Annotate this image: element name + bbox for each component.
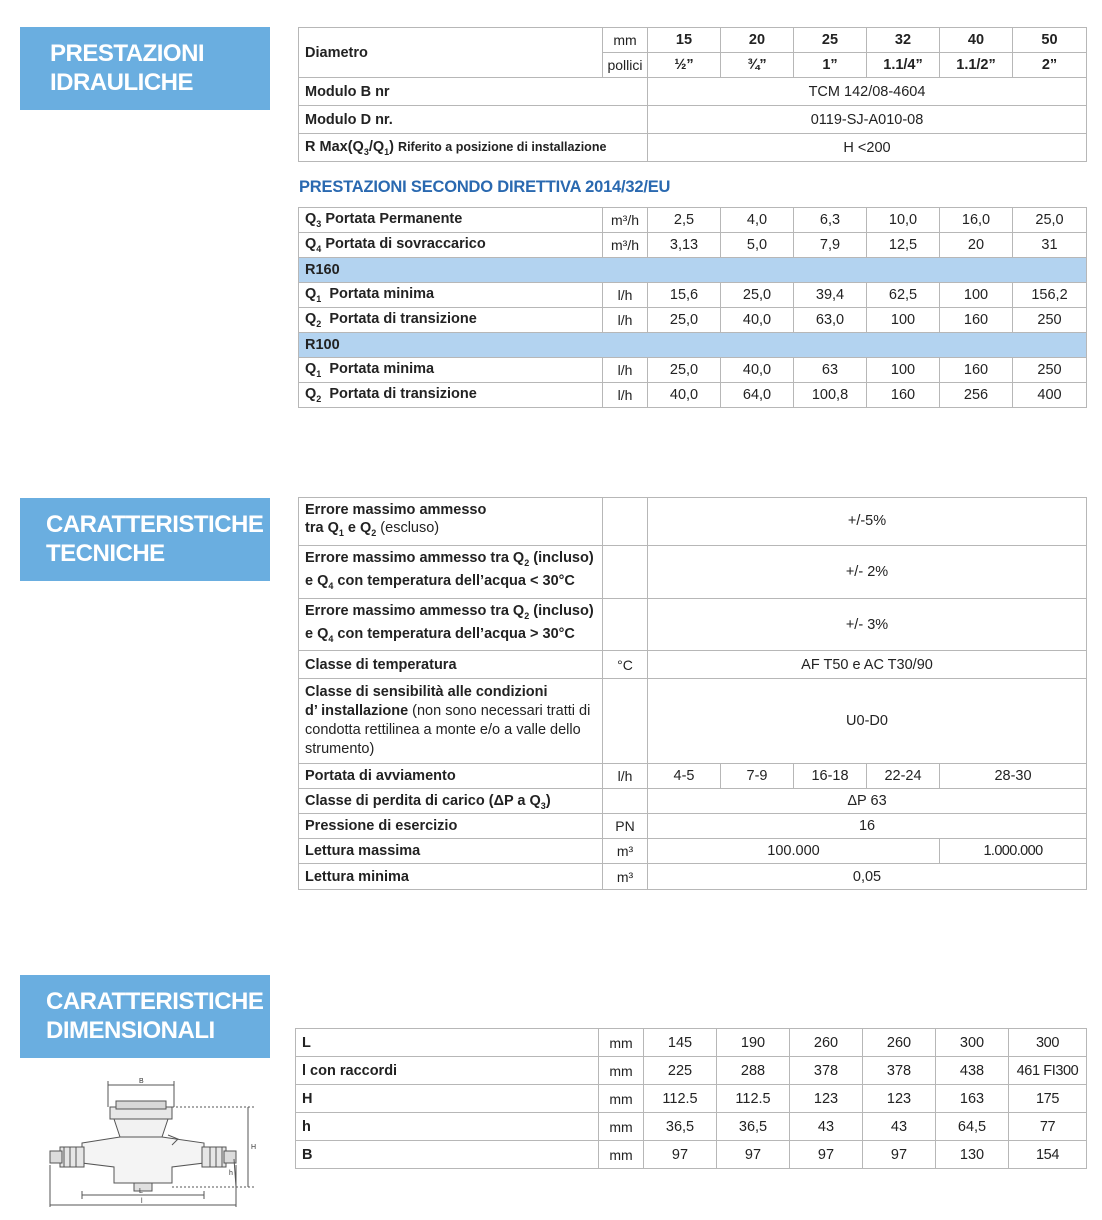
dimensional-table	[295, 1028, 1087, 1169]
table-row: R $Max(Q_3/Q_1)$ Riferito a posizione di installazione H <200	[299, 134, 1087, 162]
hydraulic-table	[298, 27, 1087, 162]
section-label-hydraulic: PRESTAZIONI IDRAULICHE	[20, 27, 270, 110]
dim-b-label: B	[139, 1078, 144, 1085]
table-row: Portata di avviamento l/h 4-5 7-9 16-18 22-24 28-30	[299, 764, 1087, 789]
table-row: Lettura massima m³ 100.000 1.000.000	[299, 839, 1087, 864]
section-label-technical: CARATTERISTICHE TECNICHE	[20, 498, 270, 581]
directive-title: PRESTAZIONI SECONDO DIRETTIVA 2014/32/EU	[299, 178, 671, 196]
table-row: Classe di sensibilità alle condizioni d’ installazione (non sono necessari tratti di condotta rettilinea a monte e/o a valle dello strumento) U0-D0	[299, 679, 1087, 764]
table-row: H mm 112.5 112.5 123 123 163 175	[296, 1085, 1087, 1113]
table-row: Classe di temperatura °C AF T50 e AC T30/90	[299, 651, 1087, 679]
table-row: Errore massimo ammesso tra $Q_2$ (incluso) e $Q_4$ con temperatura dell’acqua < 30°C +/- 2%	[299, 545, 1087, 598]
table-row: $Q_1$ Portata minima l/h 25,0 40,0 63 100 160 250	[299, 358, 1087, 383]
table-row: $Q_2$ Portata di transizione l/h 25,0 40,0 63,0 100 160 250	[299, 308, 1087, 333]
dim-h-lower-label: h	[229, 1170, 233, 1177]
band-r160: R160	[299, 258, 1087, 283]
section-label-dimensional: CARATTERISTICHE DIMENSIONALI	[20, 975, 270, 1058]
table-row: Errore massimo ammesso tra $Q_2$ (incluso) e $Q_4$ con temperatura dell’acqua > 30°C +/- 3%	[299, 598, 1087, 651]
dim-l-upper-label: L	[139, 1188, 143, 1195]
table-row: Modulo D nr. 0119-SJ-A010-08	[299, 106, 1087, 134]
table-row: Diametro mm 15 20 25 32 40 50	[299, 28, 1087, 53]
table-row: Lettura minima m³ 0,05	[299, 864, 1087, 890]
table-row: B mm 97 97 97 97 130 154	[296, 1141, 1087, 1169]
technical-table	[298, 497, 1087, 890]
table-row: Errore massimo ammesso tra $Q_1$ e $Q_2$ (escluso) +/-5%	[299, 498, 1087, 546]
table-row: $Q_4$ Portata di sovraccarico m³/h 3,13 5,0 7,9 12,5 20 31	[299, 233, 1087, 258]
table-row: Modulo B nr TCM 142/08-4604	[299, 78, 1087, 106]
dim-l-lower-label: l	[141, 1198, 143, 1205]
table-row: Pressione di esercizio PN 16	[299, 814, 1087, 839]
water-meter-drawing	[22, 1075, 277, 1210]
table-row: $Q_3$ Portata Permanente m³/h 2,5 4,0 6,3 10,0 16,0 25,0	[299, 208, 1087, 233]
dim-h-upper-label: H	[251, 1144, 257, 1151]
band-r100: R100	[299, 333, 1087, 358]
table-row: $Q_2$ Portata di transizione l/h 40,0 64,0 100,8 160 256 400	[299, 383, 1087, 408]
rmax-label: R $Max(Q_3/Q_1)$ Riferito a posizione di installazione	[299, 134, 648, 162]
table-row: pollici ½” ¾” 1” 1.1/4” 1.1/2” 2”	[299, 53, 1087, 78]
table-row: L mm 145 190 260 260 300 300	[296, 1029, 1087, 1057]
diameter-label: Diametro	[299, 28, 603, 78]
table-row: l con raccordi mm 225 288 378 378 438 461 FI300	[296, 1057, 1087, 1085]
table-row: h mm 36,5 36,5 43 43 64,5 77	[296, 1113, 1087, 1141]
directive-table	[298, 207, 1087, 408]
table-row: Classe di perdita di carico (ΔP a $Q_3$) ΔP 63	[299, 789, 1087, 814]
table-row: $Q_1$ Portata minima l/h 15,6 25,0 39,4 62,5 100 156,2	[299, 283, 1087, 308]
